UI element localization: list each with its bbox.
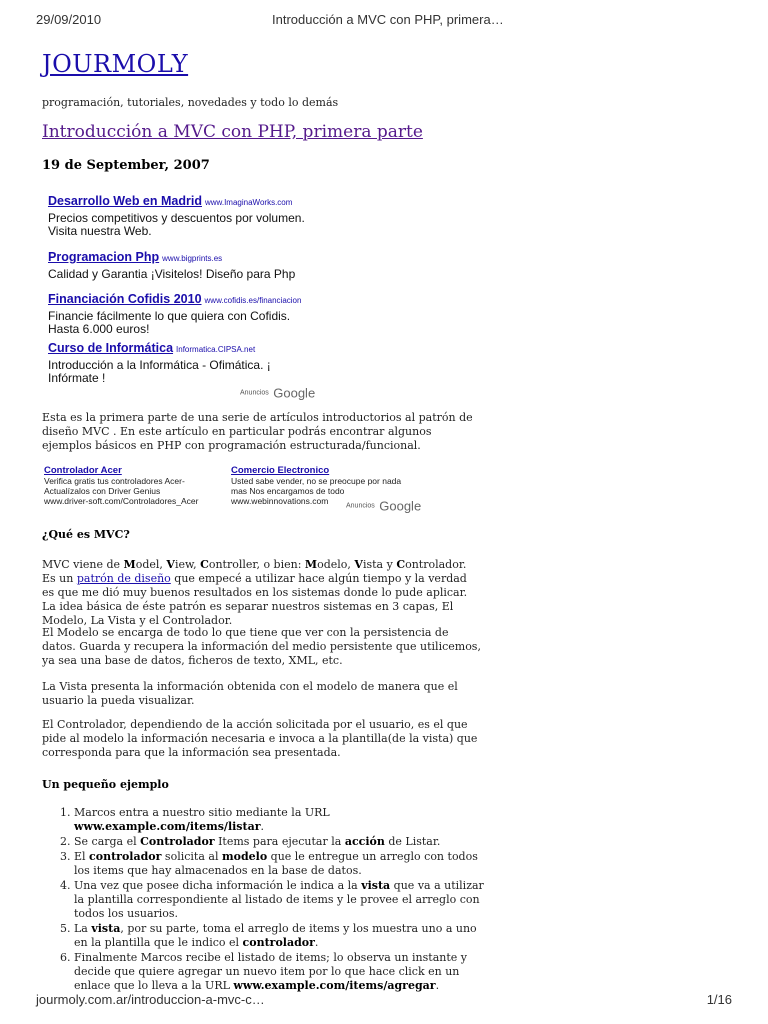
small-ad-text: Verifica gratis tus controladores Acer- Actualízalos con Driver Genius xyxy=(44,476,185,496)
ad-title-link[interactable]: Financiación Cofidis 2010 xyxy=(48,292,202,306)
ad-url[interactable]: www.ImaginaWorks.com xyxy=(204,198,293,207)
list-item: 6. Finalmente Marcos recibe el listado de items; lo observa un instante y decide que quiere agregar un nuevo item por lo que hace click en un enlace que lo lleva a la URL www.example.com/items/agregar. xyxy=(74,951,487,993)
ad-url[interactable]: www.bigprints.es xyxy=(162,254,223,263)
ad-text: Financie fácilmente lo que quiera con Cofidis. Hasta 6.000 euros! xyxy=(48,309,291,336)
print-page-title: Introducción a MVC con PHP, primera… xyxy=(272,12,504,27)
example-steps-list xyxy=(42,806,487,994)
ad-text: Precios competitivos y descuentos por volumen. Visita nuestra Web. xyxy=(48,211,305,238)
small-ad-url[interactable]: www.webinnovations.com xyxy=(231,496,329,506)
post-title-link[interactable]: Introducción a MVC con PHP, primera parte xyxy=(42,122,423,142)
ad-title-link[interactable]: Desarrollo Web en Madrid xyxy=(48,194,202,208)
site-title-link[interactable]: JOURMOLY xyxy=(42,50,189,78)
mvc-definition-paragraph: MVC viene de Model, View, Controller, o bien: Modelo, Vista y Controlador. Es un patrón de diseño que empecé a utilizar hace algún tiempo y la verdad es que me dió muy buenos resultados en los sistemas donde lo pude aplicar. La idea básica de éste patrón es separar nuestros sistemas en 3 capas, El Modelo, La Vista y el Controlador. xyxy=(42,558,468,627)
ad-title-link[interactable]: Programacion Php xyxy=(48,250,160,264)
small-ad-title-link[interactable]: Controlador Acer xyxy=(44,465,122,476)
print-url: jourmoly.com.ar/introduccion-a-mvc-c… xyxy=(36,992,265,1007)
ad-block xyxy=(48,192,328,238)
google-logo-text: Google xyxy=(273,385,316,401)
ad-text: Introducción a la Informática - Ofimática. ¡ Infórmate ! xyxy=(48,358,271,385)
small-ad-title-link[interactable]: Comercio Electronico xyxy=(231,465,330,476)
ad-block xyxy=(48,290,328,336)
ads-by-google-label[interactable] xyxy=(240,384,315,402)
controlador-paragraph: El Controlador, dependiendo de la acción solicitada por el usuario, es el que pide al modelo la información necesaria e invoca a la plantilla(de la vista) que corresponda para que la información sea presentada. xyxy=(42,718,478,759)
ad-url[interactable]: Informatica.CIPSA.net xyxy=(176,345,256,354)
small-ad-block xyxy=(44,465,224,506)
print-header xyxy=(0,12,768,30)
small-ad-text: Usted sabe vender, no se preocupe por nada mas Nos encargamos de todo xyxy=(231,476,402,496)
post-date: 19 de September, 2007 xyxy=(42,158,210,173)
intro-paragraph: Esta es la primera parte de una serie de artículos introductorios al patrón de diseño MVC . En este artículo en particular podrás encontrar algunos ejemplos básicos en PHP con programación estructurada/funcional. xyxy=(42,411,473,452)
ads-by-google-label[interactable] xyxy=(346,497,421,515)
ads-label-text: Anuncios xyxy=(346,502,375,510)
ad-title-link[interactable]: Curso de Informática xyxy=(48,341,174,355)
patron-de-diseno-link[interactable]: patrón de diseño xyxy=(76,572,171,585)
list-item: 4. Una vez que posee dicha información le indica a la vista que va a utilizar la plantilla correspondiente al listado de items y le provee el arreglo con todos los usuarios. xyxy=(74,879,487,921)
ad-block xyxy=(48,248,328,281)
page-number: 1/16 xyxy=(706,992,732,1007)
ads-label-text: Anuncios xyxy=(240,389,269,397)
print-footer xyxy=(0,992,768,1010)
modelo-paragraph: El Modelo se encarga de todo lo que tiene que ver con la persistencia de datos. Guarda y recupera la información del medio persistente que utilicemos, ya sea una base de datos, ficheros de texto, XML, etc. xyxy=(42,626,481,667)
list-item: 5. La vista, por su parte, toma el arreglo de items y los muestra uno a uno en la plantilla que le indico el controlador. xyxy=(74,922,487,950)
print-date: 29/09/2010 xyxy=(36,12,102,27)
vista-paragraph: La Vista presenta la información obtenida con el modelo de manera que el usuario la pueda visualizar. xyxy=(42,680,458,707)
small-ad-url[interactable]: www.driver-soft.com/Controladores_Acer xyxy=(44,496,199,506)
ad-text: Calidad y Garantia ¡Visitelos! Diseño para Php xyxy=(48,267,296,281)
site-tagline: programación, tutoriales, novedades y todo lo demás xyxy=(42,96,339,109)
section-heading-ejemplo: Un pequeño ejemplo xyxy=(42,778,169,791)
ad-url[interactable]: www.cofidis.es/financiacion xyxy=(204,296,302,305)
section-heading-que-es-mvc: ¿Qué es MVC? xyxy=(42,528,130,541)
ad-block xyxy=(48,339,328,385)
list-item: 3. El controlador solicita al modelo que le entregue un arreglo con todos los items que hay almacenados en la base de datos. xyxy=(74,850,487,878)
google-logo-text: Google xyxy=(379,498,422,514)
list-item: 1. Marcos entra a nuestro sitio mediante la URL www.example.com/items/listar. xyxy=(74,806,487,834)
list-item: 2. Se carga el Controlador Items para ejecutar la acción de Listar. xyxy=(74,835,487,849)
